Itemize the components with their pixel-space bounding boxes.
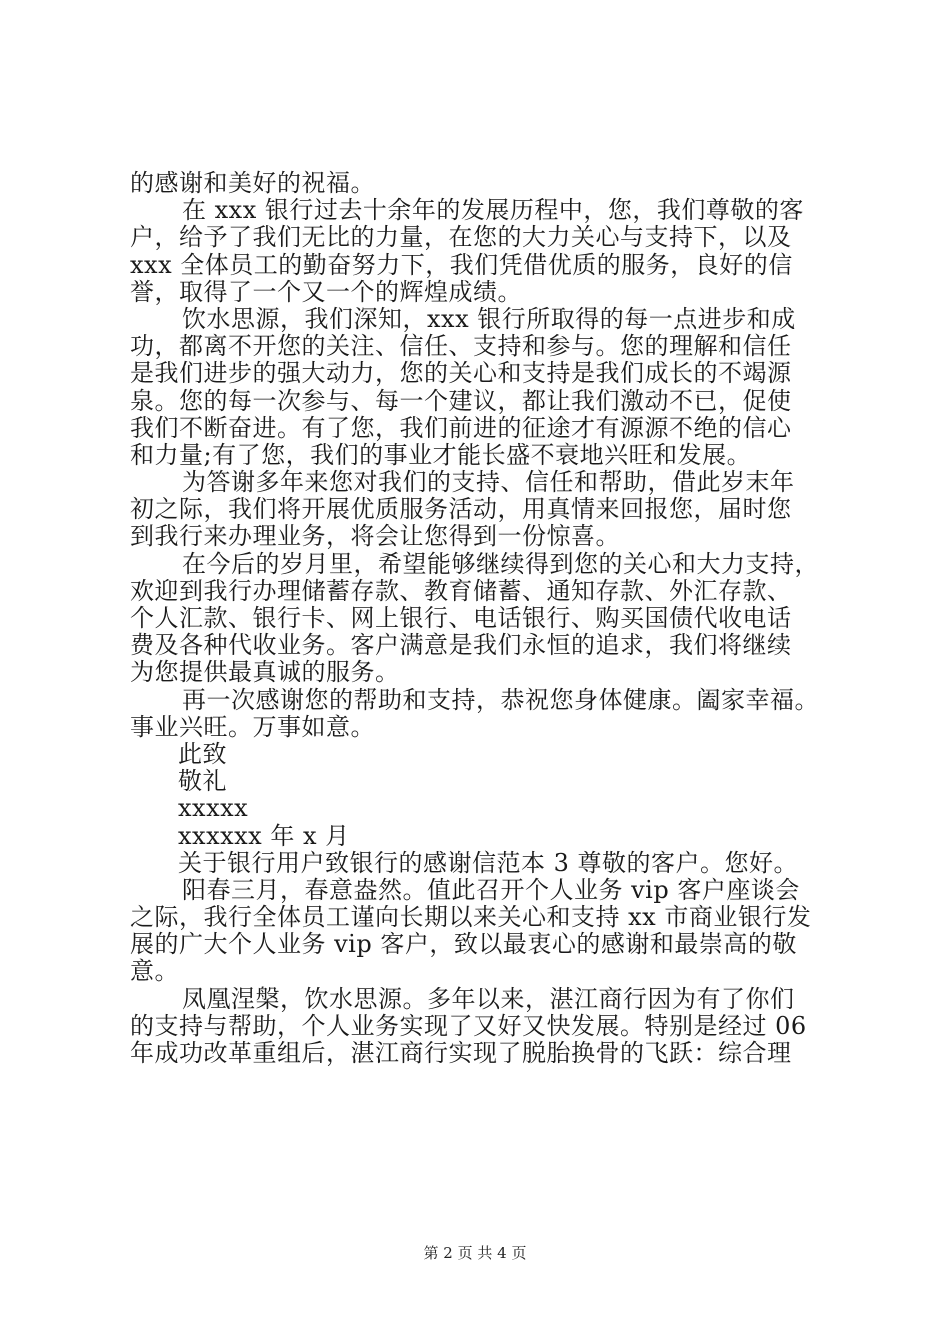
text-line: 个人汇款、银行卡、网上银行、电话银行、购买国债代收电话	[130, 604, 792, 632]
text-line: 之际，我行全体员工谨向长期以来关心和支持 xx 市商业银行发	[130, 903, 812, 932]
text-line: 凤凰涅槃，饮水思源。多年以来，湛江商行因为有了你们	[182, 984, 795, 1013]
text-line: 敬礼	[178, 767, 227, 796]
text-line: 费及各种代收业务。客户满意是我们永恒的追求，我们将继续	[130, 631, 792, 660]
document-body	[130, 170, 850, 1067]
text-line: 为您提供最真诚的服务。	[130, 658, 400, 687]
text-line: 的支持与帮助，个人业务实现了又好又快发展。特别是经过 06	[130, 1011, 807, 1040]
text-line: 泉。您的每一次参与、每一个建议，都让我们激动不已，促使	[130, 386, 792, 415]
text-line: 和力量;有了您，我们的事业才能长盛不衰地兴旺和发展。	[130, 440, 752, 469]
text-line: 户，给予了我们无比的力量，在您的大力关心与支持下，以及	[130, 223, 792, 252]
text-line: 欢迎到我行办理储蓄存款、教育储蓄、通知存款、外汇存款、	[130, 576, 792, 605]
text-line: xxx 全体员工的勤奋努力下，我们凭借优质的服务，良好的信	[130, 250, 793, 279]
text-line: 关于银行用户致银行的感谢信范本 3 尊敬的客户。您好。	[178, 848, 799, 877]
text-line: 饮水思源，我们深知，xxx 银行所取得的每一点进步和成	[182, 304, 796, 333]
text-line: 初之际，我们将开展优质服务活动，用真情来回报您，届时您	[130, 495, 792, 524]
text-line: xxxxx	[178, 794, 249, 823]
text-line: 年成功改革重组后，湛江商行实现了脱胎换骨的飞跃：综合理	[130, 1039, 792, 1067]
text-line: 誉，取得了一个又一个的辉煌成绩。	[130, 277, 522, 306]
text-line: 再一次感谢您的帮助和支持，恭祝您身体健康。阖家幸福。	[182, 685, 819, 714]
text-line: 在今后的岁月里，希望能够继续得到您的关心和大力支持，	[182, 549, 819, 578]
text-line: 展的广大个人业务 vip 客户，致以最衷心的感谢和最崇高的敬	[130, 930, 797, 959]
text-line: 我们不断奋进。有了您，我们前进的征途才有源源不绝的信心	[130, 413, 792, 442]
text-line: 为答谢多年来您对我们的支持、信任和帮助，借此岁末年	[182, 468, 795, 497]
text-line: xxxxxx 年 x 月	[178, 821, 350, 850]
text-line: 是我们进步的强大动力，您的关心和支持是我们成长的不竭源	[130, 359, 792, 388]
text-line: 到我行来办理业务，将会让您得到一份惊喜。	[130, 522, 620, 551]
text-line: 此致	[178, 739, 227, 768]
text-line: 在 xxx 银行过去十余年的发展历程中，您，我们尊敬的客	[182, 196, 804, 225]
page-footer: 第 2 页 共 4 页	[423, 1244, 527, 1262]
text-line: 阳春三月，春意盎然。值此召开个人业务 vip 客户座谈会	[182, 875, 800, 904]
text-line: 意。	[130, 957, 179, 986]
text-line: 事业兴旺。万事如意。	[130, 712, 375, 741]
text-line: 的感谢和美好的祝福。	[130, 169, 375, 197]
text-line: 功，都离不开您的关注、信任、支持和参与。您的理解和信任	[130, 332, 792, 361]
